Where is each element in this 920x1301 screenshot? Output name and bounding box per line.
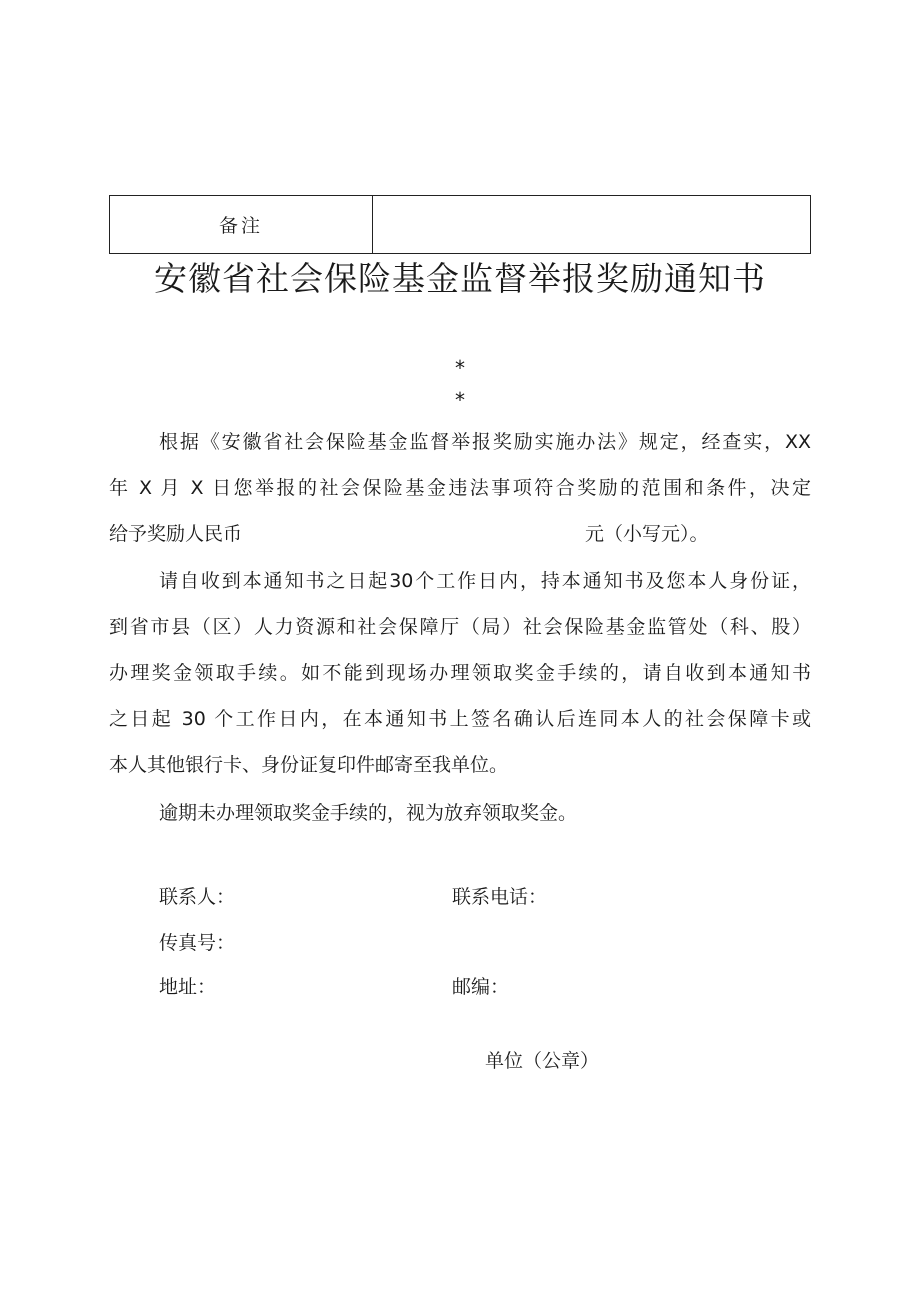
reward-amount-suffix: 元（小写元）。	[585, 523, 709, 545]
postcode-label: 邮编：	[452, 976, 510, 998]
contact-phone-label: 联系电话：	[452, 886, 548, 908]
paragraph-line: 到省市县（区）人力资源和社会保障厅（局）社会保险基金监管处（科、股）	[109, 616, 811, 638]
official-seal-label: 单位（公章）	[485, 1050, 600, 1072]
paragraph-line: 根据《安徽省社会保险基金监督举报奖励实施办法》规定，经查实，XX	[159, 431, 811, 453]
paragraph-deadline	[109, 790, 811, 836]
contact-person-label: 联系人：	[159, 886, 236, 908]
paragraph-line: 年 X 月 X 日您举报的社会保险基金违法事项符合奖励的范围和条件，决定	[109, 477, 811, 499]
paragraph-line: 之日起 30 个工作日内，在本通知书上签名确认后连同本人的社会保障卡或	[109, 708, 811, 730]
remarks-label: 备注	[110, 196, 373, 253]
reward-amount-blank	[242, 511, 585, 557]
salutation-mark: *	[455, 388, 465, 412]
reward-amount-line	[109, 511, 811, 557]
document-title: 安徽省社会保险基金监督举报奖励通知书	[154, 259, 766, 298]
paragraph-line: 请自收到本通知书之日起30个工作日内，持本通知书及您本人身份证，	[159, 570, 811, 592]
remarks-table	[109, 195, 811, 254]
paragraph-instructions	[109, 558, 811, 788]
paragraph-line: 逾期未办理领取奖金手续的，视为放弃领取奖金。	[159, 802, 578, 824]
address-label: 地址：	[159, 976, 217, 998]
paragraph-line: 办理奖金领取手续。如不能到现场办理领取奖金手续的，请自收到本通知书	[109, 662, 811, 684]
reward-amount-prefix: 给予奖励人民币	[109, 523, 243, 545]
paragraph-verification	[109, 419, 811, 557]
remarks-value	[373, 196, 810, 253]
salutation-mark: *	[455, 356, 465, 380]
fax-label: 传真号：	[159, 932, 236, 954]
paragraph-line: 本人其他银行卡、身份证复印件邮寄至我单位。	[109, 754, 509, 776]
